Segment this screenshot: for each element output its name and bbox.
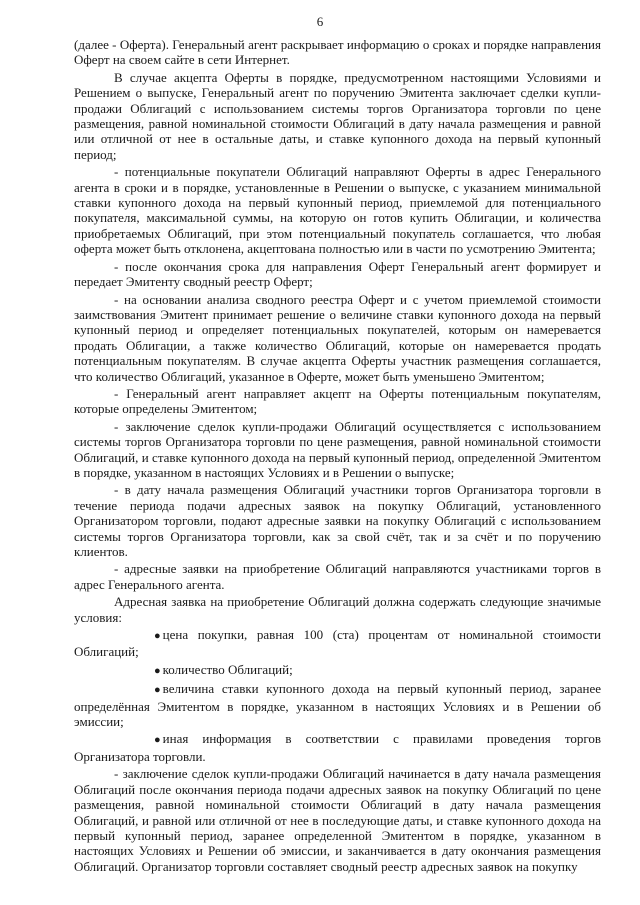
paragraph: - адресные заявки на приобретение Облигаций направляются участниками торгов в адрес Генерального агента.	[74, 561, 601, 592]
paragraph: - потенциальные покупатели Облигаций направляют Оферты в адрес Генерального агента в сроки и в порядке, установленные в Решении о выпуске, с указанием минимальной ставки купонного дохода на первый купонный период, приемлемой для потенциального покупателя, максимальной суммы, на которую он готов купить Облигации, и количества приобретаемых Облигаций, при этом потенциальный покупатель соглашается, что любая оферта может быть отклонена, акцептована полностью или в части по усмотрению Эмитента;	[74, 164, 601, 257]
page-number: 6	[316, 14, 324, 29]
bullet-item	[74, 627, 601, 660]
paragraph: - заключение сделок купли-продажи Облигаций осуществляется с использованием системы торгов Организатора торговли по цене размещения, равной номинальной стоимости Облигаций, и ставке купонного дохода на первый купонный период, определенной Эмитентом в порядке, указанном в настоящих Условиях и в Решении о выпуске;	[74, 418, 601, 480]
bullet-text: количество Облигаций;	[162, 661, 293, 677]
bullet-item	[74, 681, 601, 729]
paragraph: - заключение сделок купли-продажи Облигаций начинается в дату начала размещения Облигаций после окончания периода подачи адресных заявок на покупку Облигаций по цене размещения, равной номинальной стоимости Облигаций в дату начала размещения Облигаций, и равной или отличной от нее в последующие даты, и ставке купонного дохода на первый купонный период, заранее определенной Эмитентом в порядке, указанном в настоящих Условиях и Решении об эмиссии, и заканчивается в дату окончания размещения Облигаций. Организатор торговли составляет сводный реестр адресных заявок на покупку	[74, 766, 601, 874]
paragraph: - в дату начала размещения Облигаций участники торгов Организатора торговли в течение периода подачи адресных заявок на покупку Облигаций, установленного Организатором торговли, подают адресные заявки на покупку Облигаций с использованием системы торгов Организатора торговли, как за свой счёт, так и за счёт и по поручению клиентов.	[74, 482, 601, 559]
paragraph: Адресная заявка на приобретение Облигаций должна содержать следующие значимые условия:	[74, 594, 601, 625]
paragraph: - на основании анализа сводного реестра Оферт и с учетом приемлемой стоимости заимствования Эмитент принимает решение о величине ставки купонного дохода на первый купонный период и определяет потенциальных покупателей, которым он намеревается продать Облигации, а также количество Облигаций, которые он намеревается продать потенциальным покупателям. В случае акцепта Оферты участник размещения соглашается, что количество Облигаций, указанное в Оферте, может быть уменьшено Эмитентом;	[74, 291, 601, 384]
paragraph: (далее - Оферта). Генеральный агент раскрывает информацию о сроках и порядке направления Оферт на своем сайте в сети Интернет.	[74, 37, 601, 68]
bullet-text: цена покупки, равная 100 (ста) процентам от номинальной стоимости Облигаций;	[74, 627, 601, 660]
bullet-icon: ●	[154, 734, 161, 747]
bullet-item	[74, 662, 601, 679]
bullet-icon: ●	[154, 684, 161, 697]
bullet-icon: ●	[154, 630, 161, 643]
bullet-text: величина ставки купонного дохода на первый купонный период, заранее определённая Эмитентом в порядке, указанном в настоящих Условиях и в Решении об эмиссии;	[74, 681, 601, 730]
bullet-text: иная информация в соответствии с правилами проведения торгов Организатора торговли.	[74, 731, 601, 764]
bullet-item	[74, 731, 601, 764]
paragraph: В случае акцепта Оферты в порядке, предусмотренном настоящими Условиями и Решением о выпуске, Генеральный агент по поручению Эмитента заключает сделки купли-продажи Облигаций с использованием системы торгов Организатора торговли по цене размещения, равной номинальной стоимости Облигаций в дату начала размещения и равной или отличной от нее в остальные даты, и ставке купонного дохода на первый купонный период;	[74, 69, 601, 162]
document-body	[74, 37, 601, 876]
paragraph: - Генеральный агент направляет акцепт на Оферты потенциальным покупателям, которые определены Эмитентом;	[74, 385, 601, 417]
bullet-icon: ●	[154, 664, 161, 677]
paragraph: - после окончания срока для направления Оферт Генеральный агент формирует и передает Эмитенту сводный реестр Оферт;	[74, 258, 601, 290]
